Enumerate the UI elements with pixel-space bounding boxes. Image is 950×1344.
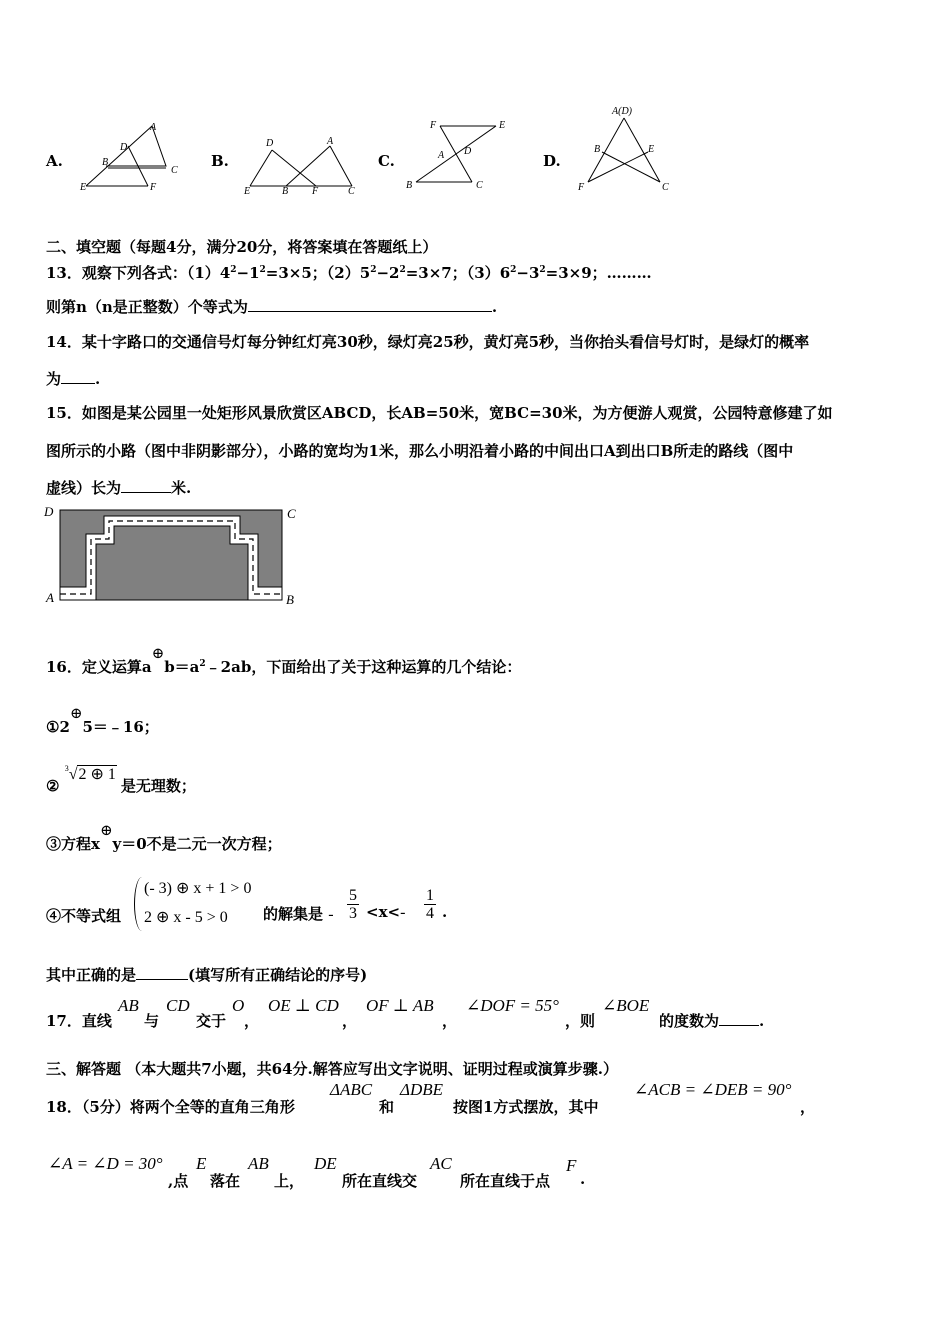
question-16-conclusion-4-lead: ④不等式组 xyxy=(46,907,122,925)
q18-e: E xyxy=(196,1154,207,1173)
fraction-1-4 xyxy=(424,887,436,922)
q18-w5: 上， xyxy=(274,1172,305,1190)
fig-c-label-5: B xyxy=(406,180,413,191)
fig-c-label-1: F xyxy=(430,120,437,131)
q13-e1b: 2 xyxy=(230,265,237,275)
fig-b-label-5: F xyxy=(312,186,319,197)
question-15-line-1: 15．如图是某公园里一处矩形风景欣赏区ABCD，长AB=50米，宽BC=30米，为方便游人观赏，公园特意修建了如 xyxy=(46,404,833,422)
q17-m4: ∠BOE xyxy=(602,996,650,1015)
q18-m4: ∠A = ∠D = 30° xyxy=(48,1154,163,1173)
q16-c1b: 5＝﹣16； xyxy=(82,718,159,736)
radical-icon: √ xyxy=(68,766,78,783)
q13-e2e: =3×7；（3） xyxy=(405,264,500,282)
q18-ac: AC xyxy=(430,1154,452,1173)
q16-sq: 2 xyxy=(199,659,206,669)
q13-e3d: 2 xyxy=(539,265,546,275)
q16-answer-blank[interactable] xyxy=(136,965,188,980)
q13-e3a: 6 xyxy=(499,264,511,282)
q17-m3: ∠DOF = 55° xyxy=(466,996,559,1015)
fig-d-label-1: A(D) xyxy=(612,106,632,117)
question-14-line-1: 14．某十字路口的交通信号灯每分钟红灯亮30秒，绿灯亮25秒，黄灯亮5秒，当你抬头看信号灯时，是绿灯的概率 xyxy=(46,333,810,351)
q16-c2a: ② xyxy=(46,777,60,795)
q16-lead: 16．定义运算a xyxy=(46,658,152,676)
q13-e3b: 2 xyxy=(510,265,517,275)
q16-lt1: <x< xyxy=(366,903,401,921)
q18-w2: 按图1方式摆放，其中 xyxy=(453,1098,599,1116)
q17-answer-blank[interactable] xyxy=(719,1011,759,1026)
question-15-line-3 xyxy=(46,477,191,498)
oplus-icon: ⊕ xyxy=(69,704,83,722)
q13-end: . xyxy=(491,298,498,316)
fig-a-label-3: B xyxy=(102,157,109,168)
figure-option-b xyxy=(240,132,360,197)
q16-c2b: 是无理数； xyxy=(120,777,196,795)
fig-a-label-2: D xyxy=(120,142,128,153)
fig-b-label-4: B xyxy=(282,186,289,197)
q16-ans2: (填写所有正确结论的序号) xyxy=(188,966,368,984)
q15-label-c: C xyxy=(287,506,296,521)
q18-m3: ∠ACB = ∠DEB = 90° xyxy=(634,1080,792,1099)
q13-e2a: 5 xyxy=(359,264,371,282)
cube-root xyxy=(64,763,121,783)
option-a-label: A. xyxy=(46,152,63,170)
q18-comma: ， xyxy=(800,1098,816,1116)
q13-e3e: =3×9；……… xyxy=(545,264,652,282)
option-b-label: B. xyxy=(211,152,229,170)
figure-option-d xyxy=(572,102,677,197)
fig-c-label-3: A xyxy=(438,150,445,161)
question-16-conclusion-3 xyxy=(46,821,282,854)
q15-label-d: D xyxy=(44,504,54,519)
fig-c-label-4: D xyxy=(464,146,472,157)
question-16-conclusion-1 xyxy=(46,704,159,737)
q16-c4b: 的解集是 xyxy=(263,905,324,923)
fig-a-label-6: F xyxy=(150,182,157,193)
q18-de: DE xyxy=(314,1154,337,1173)
q17-comma1: ， xyxy=(244,1012,260,1030)
fig-c-label-2: E xyxy=(499,120,506,131)
q13-e1a: 4 xyxy=(219,264,231,282)
question-16-line-1 xyxy=(46,644,522,677)
q13-line2: 则第n（n是正整数）个等式为 xyxy=(46,298,248,316)
q16-c3a: ③方程x xyxy=(46,835,100,853)
q17-w3: ，则 xyxy=(565,1012,596,1030)
fraction-5-3-den: 3 xyxy=(349,905,357,922)
fig-b-label-1: D xyxy=(266,138,274,149)
q17-lead: 17．直线 xyxy=(46,1012,112,1030)
q17-o: O xyxy=(232,996,245,1015)
fig-d-label-2: B xyxy=(594,144,601,155)
q15-label-b: B xyxy=(286,592,294,607)
question-16-conclusion-2 xyxy=(46,763,196,796)
q17-comma2: ， xyxy=(342,1012,358,1030)
fraction-1-4-den: 4 xyxy=(426,905,434,922)
q16-rest: b＝a xyxy=(164,658,200,676)
question-13-line-1 xyxy=(46,262,652,283)
q14-line2: 为 xyxy=(46,370,62,388)
q18-m1: ΔABC xyxy=(330,1080,373,1099)
cube-root-radicand: 2 ⊕ 1 xyxy=(78,766,116,783)
fig-c-label-6: C xyxy=(476,180,483,191)
question-15-line-2: 图所示的小路（图中非阴影部分），小路的宽均为1米，那么小明沿着小路的中间出口A到出口B所走的路线（图中 xyxy=(46,442,794,460)
inequality-range xyxy=(366,903,405,922)
figure-option-c xyxy=(400,112,515,197)
q13-e1e: =3×5；（2） xyxy=(265,264,360,282)
q18-f: F xyxy=(566,1156,577,1175)
minus-sign-1: - xyxy=(328,906,334,923)
q13-e1c: −1 xyxy=(236,264,260,282)
fig-d-label-3: E xyxy=(648,144,655,155)
q17-m2: OF ⊥ AB xyxy=(366,996,434,1015)
q16-period: . xyxy=(442,903,448,921)
question-16-answer-line xyxy=(46,964,367,985)
section-2-title: 二、填空题（每题4分，满分20分，将答案填在答题纸上） xyxy=(46,238,438,256)
q17-answer-part xyxy=(659,1010,764,1031)
question-16-conclusion-4-tail xyxy=(263,903,334,924)
fig-a-label-1: A xyxy=(150,122,157,133)
figure-option-a xyxy=(78,118,188,198)
fig-a-label-5: E xyxy=(80,182,87,193)
option-d-label: D. xyxy=(543,152,561,170)
fraction-1-4-num: 1 xyxy=(426,887,434,904)
q18-w4: 落在 xyxy=(210,1172,241,1190)
q17-comma3: ， xyxy=(442,1012,458,1030)
q15-answer-blank[interactable] xyxy=(121,478,171,493)
q17-m1: OE ⊥ CD xyxy=(268,996,339,1015)
q17-cd: CD xyxy=(166,996,190,1015)
q15-end: 米. xyxy=(171,479,192,497)
q18-lead: 18．（5分）将两个全等的直角三角形 xyxy=(46,1098,295,1116)
q13-e2b: 2 xyxy=(370,265,377,275)
q17-end: . xyxy=(759,1012,765,1030)
fig-a-label-4: C xyxy=(171,165,178,176)
oplus-icon: ⊕ xyxy=(99,821,113,839)
fig-d-label-4: F xyxy=(578,182,585,193)
q16-c3b: y＝0不是二元一次方程； xyxy=(112,835,282,853)
q18-ab: AB xyxy=(248,1154,269,1173)
oplus-icon: ⊕ xyxy=(151,644,165,662)
cube-root-index: 3 xyxy=(64,763,69,773)
q16-rest2: ﹣2ab，下面给出了关于这种运算的几个结论： xyxy=(205,658,522,676)
inequality-1: (- 3) ⊕ x + 1 > 0 xyxy=(144,880,252,897)
system-brace xyxy=(134,877,143,931)
fig-b-label-6: C xyxy=(348,186,355,197)
q13-e2d: 2 xyxy=(399,265,406,275)
figure-q15-park xyxy=(40,502,310,610)
q18-w3: ,点 xyxy=(168,1172,189,1190)
minus-sign-2: - xyxy=(400,904,406,921)
q16-ans: 其中正确的是 xyxy=(46,966,137,984)
q13-e1d: 2 xyxy=(259,265,266,275)
q18-w6: 所在直线交 xyxy=(342,1172,418,1190)
q18-w7: 所在直线于点 xyxy=(460,1172,551,1190)
q13-lead: 13．观察下列各式：（1） xyxy=(46,264,220,282)
q13-answer-blank[interactable] xyxy=(248,297,492,312)
q17-w2: 交于 xyxy=(196,1012,227,1030)
question-13-line-2 xyxy=(46,296,497,317)
q18-w1: 和 xyxy=(379,1098,395,1116)
q14-end: . xyxy=(95,370,101,388)
q17-w4: 的度数为 xyxy=(659,1012,720,1030)
question-14-line-2 xyxy=(46,368,100,389)
fig-d-label-5: C xyxy=(662,182,669,193)
q16-c1a: ①2 xyxy=(46,718,70,736)
q15-label-a: A xyxy=(46,590,54,605)
q14-answer-blank[interactable] xyxy=(61,369,95,384)
option-c-label: C. xyxy=(378,152,395,170)
fraction-5-3-num: 5 xyxy=(349,887,357,904)
section-3-title: 三、解答题 （本大题共7小题，共64分.解答应写出文字说明、证明过程或演算步骤.） xyxy=(46,1060,618,1078)
fraction-5-3 xyxy=(347,887,359,922)
q18-end: . xyxy=(580,1170,586,1188)
q13-e2c: −2 xyxy=(376,264,400,282)
q17-ab: AB xyxy=(118,996,139,1015)
q15-line3: 虚线）长为 xyxy=(46,479,122,497)
inequality-2: 2 ⊕ x - 5 > 0 xyxy=(144,909,228,926)
fig-b-label-2: A xyxy=(327,136,334,147)
q17-w1: 与 xyxy=(144,1012,160,1030)
q18-m2: ΔDBE xyxy=(400,1080,444,1099)
q13-e3c: −3 xyxy=(516,264,540,282)
fig-b-label-3: E xyxy=(244,186,251,197)
